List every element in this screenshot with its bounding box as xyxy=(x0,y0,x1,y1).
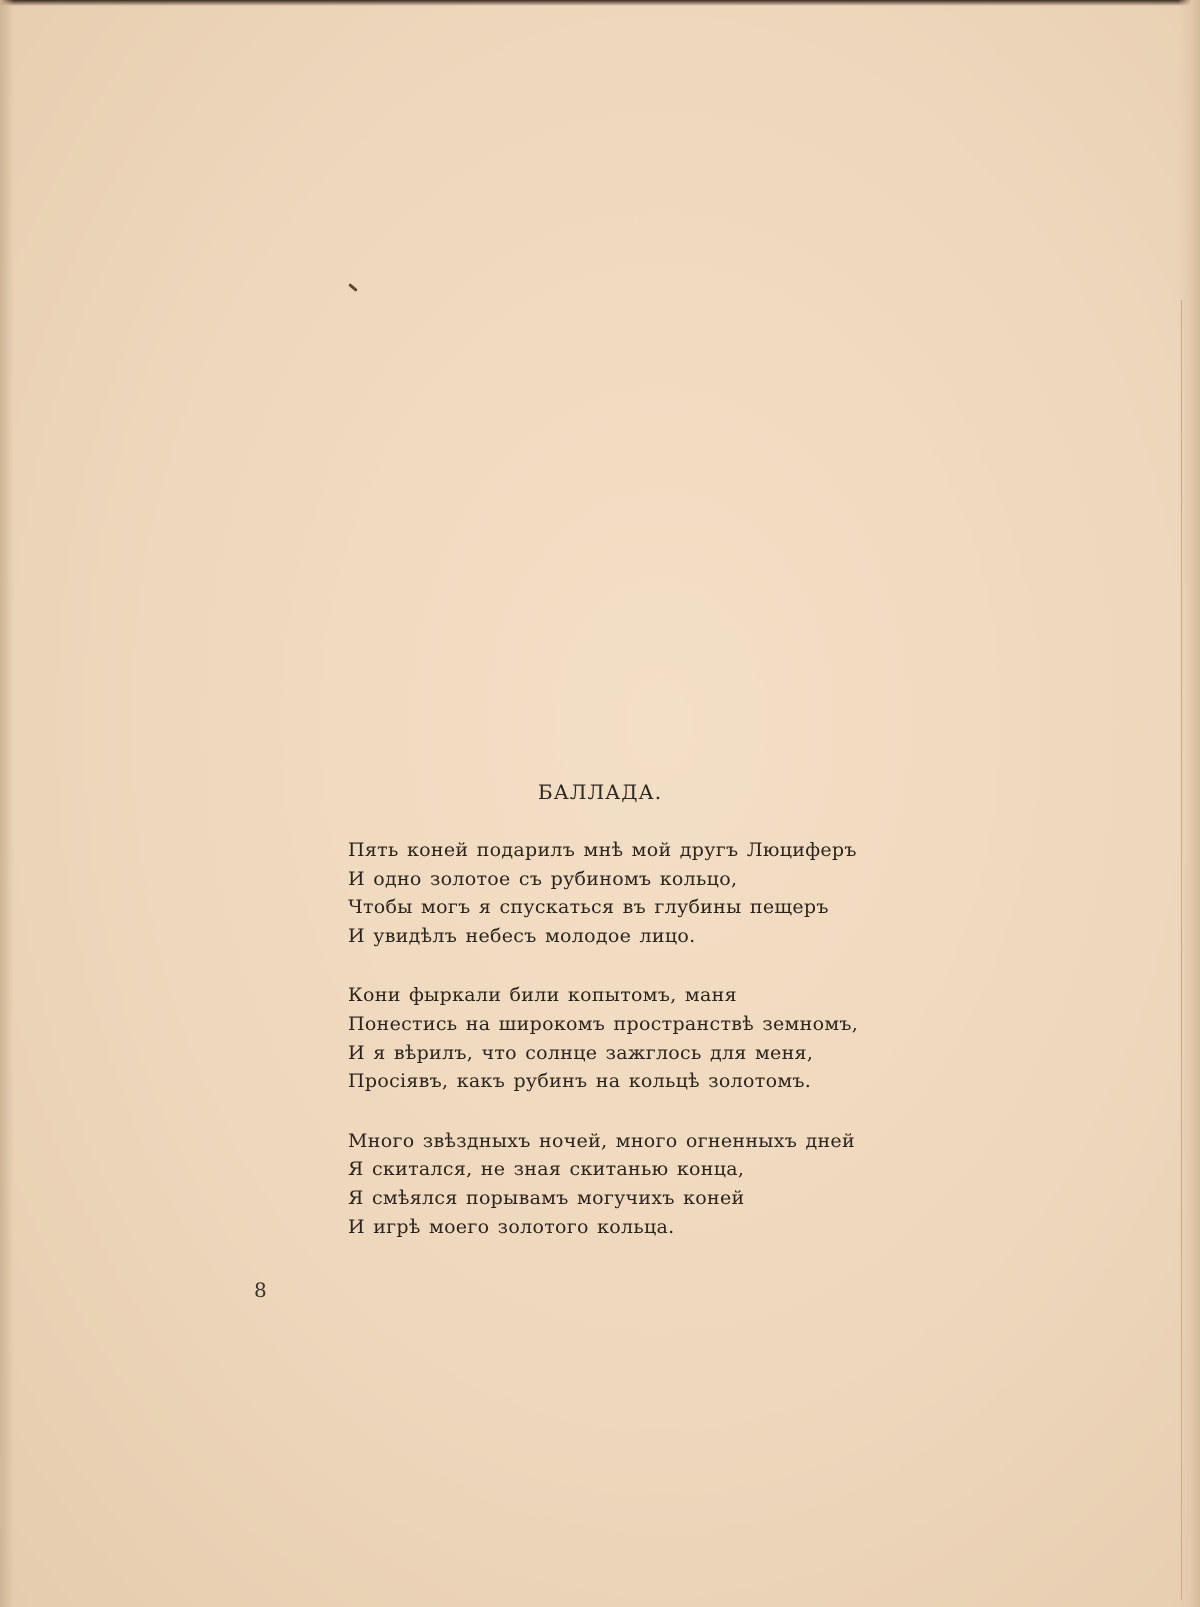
poem-line: Чтобы могъ я спускаться въ глубины пещеръ xyxy=(348,896,829,919)
page-top-edge xyxy=(0,0,1200,6)
poem-line: Просіявъ, какъ рубинъ на кольцѣ золотомъ. xyxy=(348,1070,812,1093)
poem-line: Я смѣялся порывамъ могучихъ коней xyxy=(348,1186,745,1209)
poem-line: Много звѣздныхъ ночей, много огненныхъ дней xyxy=(348,1129,855,1152)
stanza-1 xyxy=(348,836,908,950)
page-number: 8 xyxy=(254,1278,267,1302)
poem-line: Кони фыркали били копытомъ, маня xyxy=(348,984,737,1007)
poem-line: И игрѣ моего золотого кольца. xyxy=(348,1215,675,1238)
poem-line: И увидѣлъ небесъ молодое лицо. xyxy=(348,924,696,947)
poem-line: Понестись на широкомъ пространствѣ земномъ, xyxy=(348,1012,859,1035)
ink-blemish xyxy=(348,283,358,292)
page-right-fold-line xyxy=(1181,300,1182,1600)
poem-line: И я вѣрилъ, что солнце зажглось для меня, xyxy=(348,1041,814,1064)
poem-line: И одно золотое съ рубиномъ кольцо, xyxy=(348,867,738,890)
poem-line: Пять коней подарилъ мнѣ мой другъ Люциферъ xyxy=(348,839,857,861)
stanza-3 xyxy=(348,1127,908,1241)
poem-line: Я скитался, не зная скитанью конца, xyxy=(348,1158,745,1181)
poem-title: БАЛЛАДА. xyxy=(537,780,663,804)
poem-body xyxy=(348,836,908,1272)
stanza-2 xyxy=(348,981,908,1095)
